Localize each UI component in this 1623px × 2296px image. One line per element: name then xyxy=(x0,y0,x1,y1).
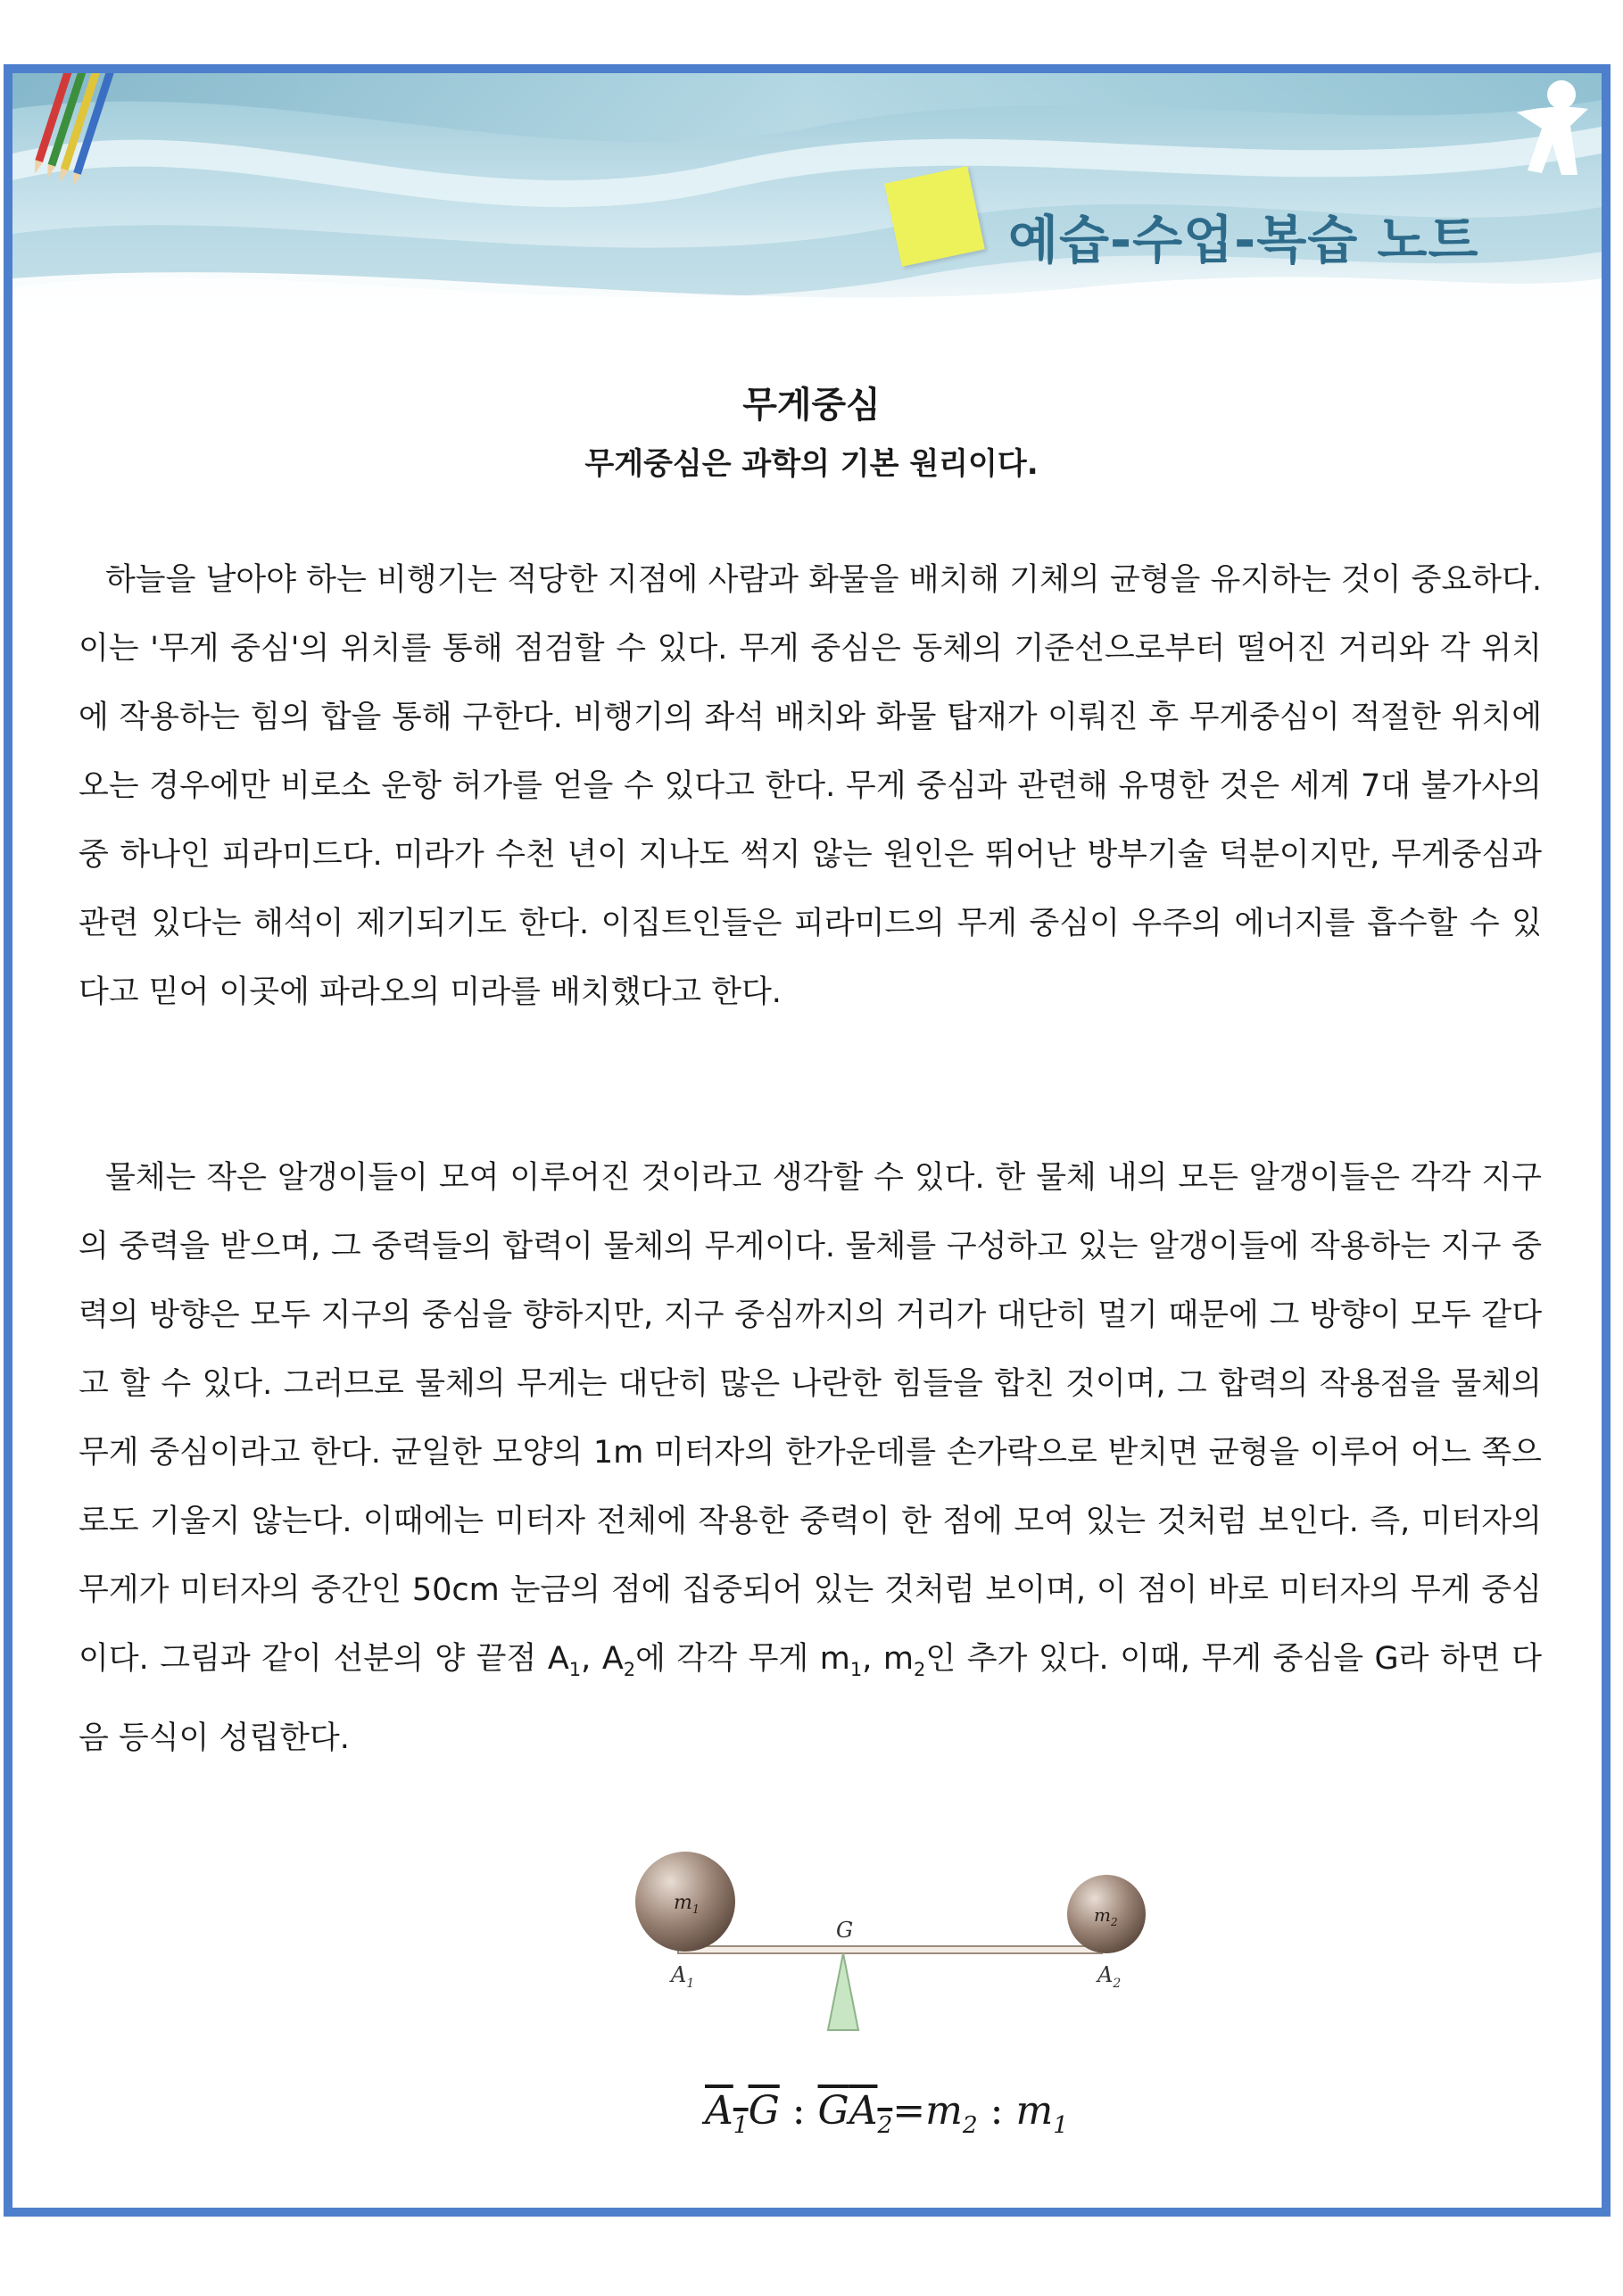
symbol-a2: $A_2$ xyxy=(601,1641,636,1680)
paragraph-2 xyxy=(79,1144,1542,1773)
rhs-m2: $m_2$ xyxy=(925,2088,978,2139)
label-a1: $A_1$ xyxy=(671,1962,695,1991)
colon: : xyxy=(977,2088,1016,2134)
segment-ga2: $GA_2$ xyxy=(817,2088,893,2139)
person-icon xyxy=(1508,77,1597,184)
segment-a1g: $A_1G$ xyxy=(705,2088,780,2139)
symbol-a1: $A_1$ xyxy=(547,1641,582,1680)
note-title: 예습-수업-복습 노트 xyxy=(1008,210,1479,270)
ratio-formula xyxy=(705,2088,1068,2139)
fulcrum xyxy=(828,1953,858,2030)
pencils-icon xyxy=(27,73,125,198)
document-subtitle: 무게중심은 과학의 기본 원리이다. xyxy=(584,446,1039,482)
label-g: G xyxy=(836,1918,854,1943)
comma: , xyxy=(862,1641,883,1677)
equals: = xyxy=(892,2088,926,2134)
center-of-mass-diagram xyxy=(625,1834,1160,2039)
label-m2: $m_2$ xyxy=(1094,1904,1118,1928)
rhs-m1: $m_1$ xyxy=(1015,2088,1068,2139)
beam xyxy=(678,1946,1102,1953)
comma: , xyxy=(581,1641,602,1677)
paragraph-2-text: 물체는 작은 알갱이들이 모여 이루어진 것이라고 생각할 수 있다. 한 물체 내의 모든 알갱이들은 각각 지구의 중력을 받으며, 그 중력들의 합력이 물체의 무게이다. 물체를 구성하고 있는 알갱이들에 작용하는 지구 중력의 방향은 모두 지구의 중심을 향하지만, 지구 중심까지의 거리가 대단히 멀기 때문에 그 방향이 모두 같다고 할 수 있다. 그러므로 물체의 무게는 대단히 많은 나란한 힘들을 합친 것이며, 그 합력의 작용점을 물체의 무게 중심이라고 한다. 균일한 모양의 1m 미터자의 한가운데를 손가락으로 받치면 균형을 이루어 어느 쪽으로도 기울지 않는다. 이때에는 미터자 전체에 작용한 중력이 한 점에 모여 있는 것처럼 보인다. 즉, 미터자의 무게가 미터자의 중간인 50cm 눈금의 점에 집중되어 있는 것처럼 보이며, 이 점이 바로 미터자의 무게 중심이다. 그림과 같이 선분의 양 끝점 xyxy=(79,1160,1542,1677)
paragraph-2-mid: 에 각각 무게 xyxy=(635,1641,820,1677)
symbol-m1: $m_1$ xyxy=(819,1641,863,1680)
label-a2: $A_2$ xyxy=(1097,1962,1122,1991)
colon: : xyxy=(779,2088,818,2134)
paragraph-2-end: 인 추가 있다. 이때, 무게 중심을 G라 하면 다음 등식이 성립한다. xyxy=(79,1641,1542,1756)
label-m1: $m_1$ xyxy=(674,1892,700,1917)
sticky-note-icon xyxy=(884,166,985,267)
document-title: 무게중심 xyxy=(742,385,881,426)
paragraph-1-text: 하늘을 날아야 하는 비행기는 적당한 지점에 사람과 화물을 배치해 기체의 균형을 유지하는 것이 중요하다. 이는 '무게 중심'의 위치를 통해 점검할 수 있다. 무게 중심은 동체의 기준선으로부터 떨어진 거리와 각 위치에 작용하는 힘의 합을 통해 구한다. 비행기의 좌석 배치와 화물 탑재가 이뤄진 후 무게중심이 적절한 위치에 오는 경우에만 비로소 운항 허가를 얻을 수 있다고 한다. 무게 중심과 관련해 유명한 것은 세계 7대 불가사의 중 하나인 피라미드다. 미라가 수천 년이 지나도 썩지 않는 원인은 뛰어난 방부기술 덕분이지만, 무게중심과 관련 있다는 해석이 제기되기도 한다. 이집트인들은 피라미드의 무게 중심이 우주의 에너지를 흡수할 수 있다고 믿어 이곳에 파라오의 미라를 배치했다고 한다. xyxy=(79,562,1542,1010)
paragraph-1 xyxy=(79,546,1542,1027)
symbol-m2: $m_2$ xyxy=(882,1641,926,1680)
